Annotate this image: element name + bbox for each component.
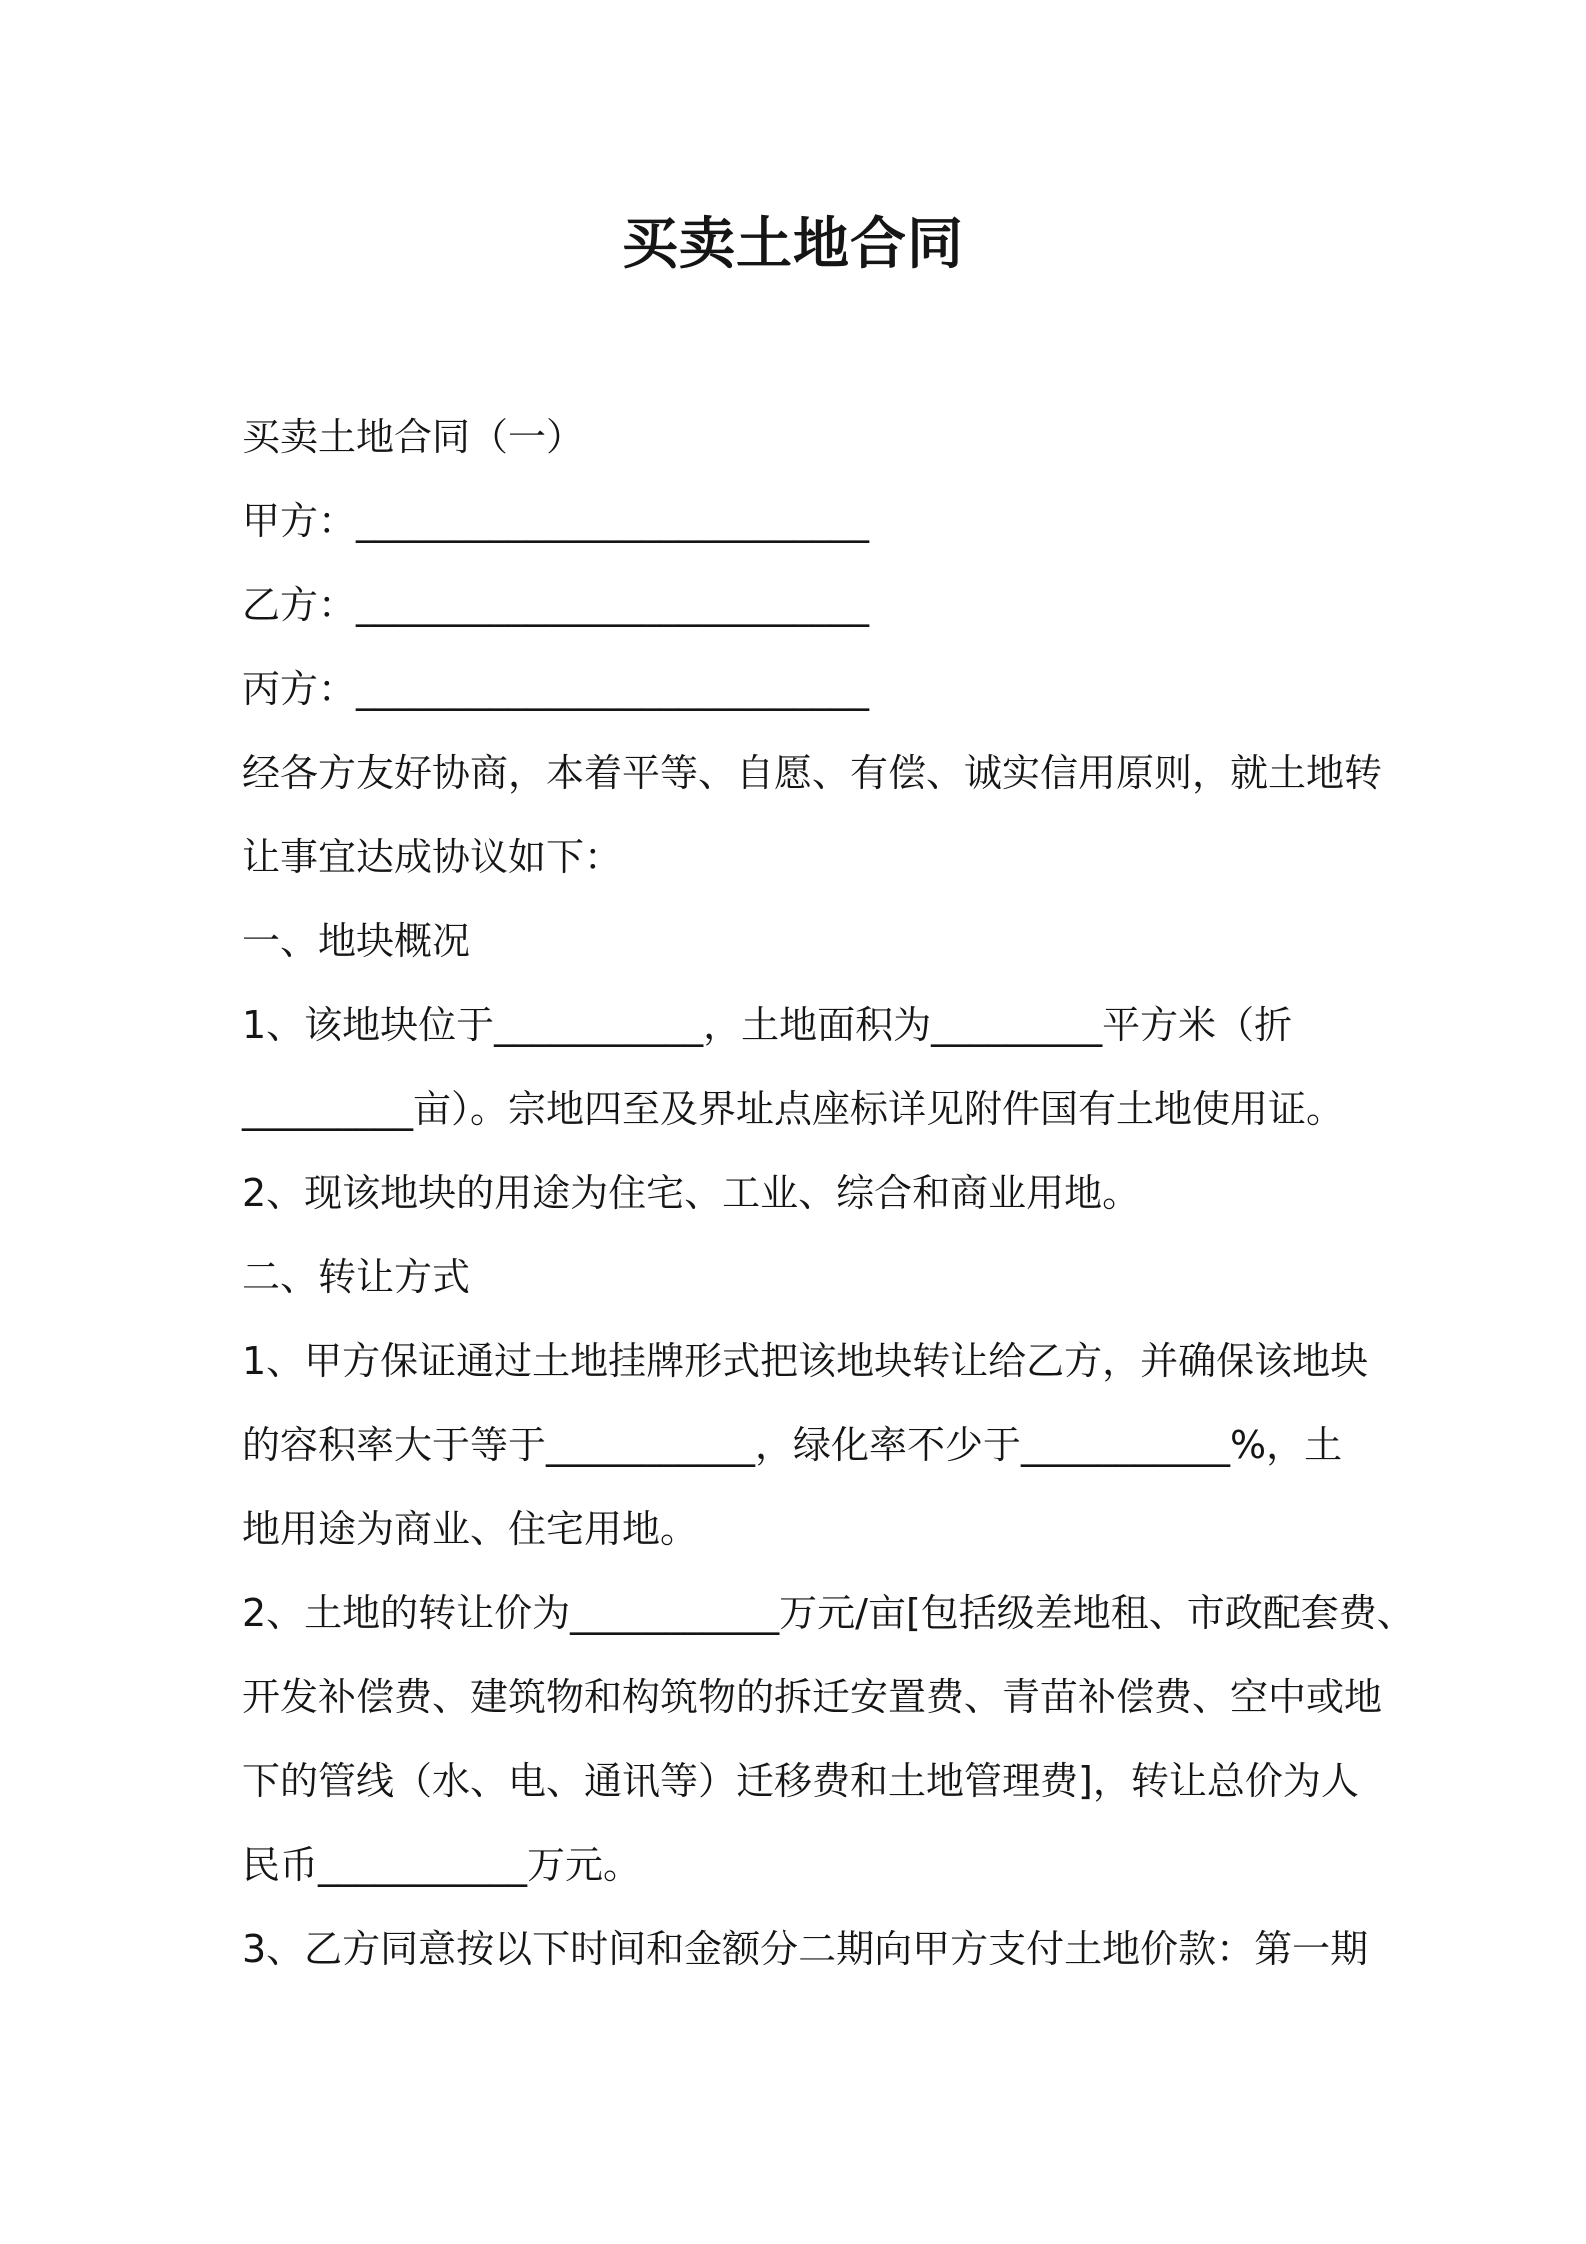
clause-line: 民币___________万元。 [242, 1843, 642, 1887]
clause-line: 的容积率大于等于___________，绿化率不少于___________%，土 [242, 1423, 1343, 1467]
clause-line: 3、乙方同意按以下时间和金额分二期向甲方支付土地价款：第一期 [242, 1927, 1369, 1971]
party-c-line: 丙方：___________________________ [242, 667, 870, 711]
clause-line: 2、现该地块的用途为住宅、工业、综合和商业用地。 [242, 1171, 1141, 1215]
party-a-line: 甲方：___________________________ [242, 499, 870, 543]
preamble-line: 经各方友好协商，本着平等、自愿、有偿、诚实信用原则，就土地转 [242, 751, 1383, 795]
clause-line: 地用途为商业、住宅用地。 [242, 1507, 699, 1551]
clause-line: 1、该地块位于___________，土地面积为_________平方米（折 [242, 1003, 1293, 1047]
clause-line: 2、土地的转让价为___________万元/亩[包括级差地租、市政配套费、 [242, 1591, 1415, 1635]
clause-line: 下的管线（水、电、通讯等）迁移费和土地管理费]，转让总价为人 [242, 1759, 1359, 1803]
contract-subtitle: 买卖土地合同（一） [242, 415, 585, 459]
preamble-line: 让事宜达成协议如下： [242, 835, 623, 879]
document-body [242, 395, 1415, 1991]
clause-line: 开发补偿费、建筑物和构筑物的拆迁安置费、青苗补偿费、空中或地 [242, 1675, 1383, 1719]
document-title: 买卖土地合同 [622, 212, 964, 277]
section-heading-transfer-method: 二、转让方式 [242, 1255, 471, 1299]
section-heading-plot-overview: 一、地块概况 [242, 919, 471, 963]
clause-line: 1、甲方保证通过土地挂牌形式把该地块转让给乙方，并确保该地块 [242, 1339, 1369, 1383]
clause-line: _________亩）。宗地四至及界址点座标详见附件国有土地使用证。 [242, 1087, 1345, 1131]
party-b-line: 乙方：___________________________ [242, 583, 870, 627]
